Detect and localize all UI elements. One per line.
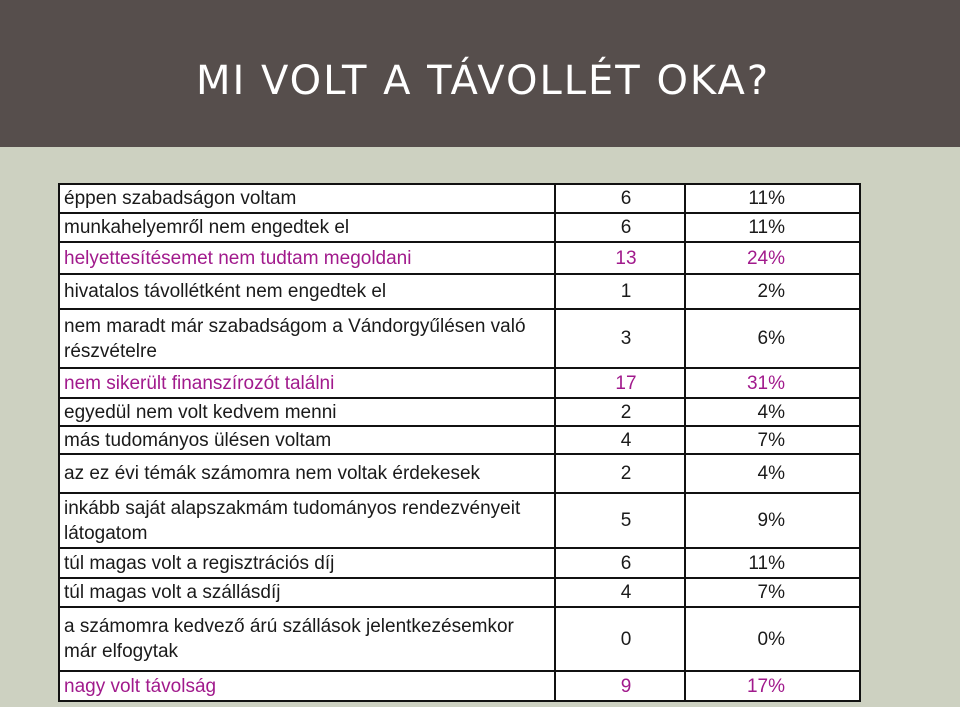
table-row [59,607,860,671]
percent-cell: 4% [685,454,860,493]
percent-cell: 17% [685,671,860,701]
reason-cell: hivatalos távollétként nem engedtek el [59,274,555,309]
table-row [59,671,860,701]
reason-cell: éppen szabadságon voltam [59,184,555,213]
reason-cell: nem maradt már szabadságom a Vándorgyűlésen való részvételre [59,309,555,368]
count-cell: 3 [555,309,685,368]
percent-cell: 11% [685,548,860,578]
percent-cell: 11% [685,184,860,213]
table-row [59,454,860,493]
count-cell: 9 [555,671,685,701]
table-row [59,426,860,454]
table-row [59,493,860,548]
percent-cell: 31% [685,368,860,398]
count-cell: 13 [555,242,685,274]
count-cell: 6 [555,213,685,242]
table-row [59,213,860,242]
count-cell: 0 [555,607,685,671]
count-cell: 2 [555,398,685,426]
table-row [59,184,860,213]
table-row [59,274,860,309]
table-row [59,368,860,398]
page-title: MI VOLT A TÁVOLLÉT OKA? [196,58,771,104]
reason-cell: nagy volt távolság [59,671,555,701]
reason-cell: a számomra kedvező árú szállások jelentkezésemkor már elfogytak [59,607,555,671]
percent-cell: 4% [685,398,860,426]
count-cell: 4 [555,426,685,454]
count-cell: 17 [555,368,685,398]
count-cell: 6 [555,184,685,213]
percent-cell: 7% [685,578,860,607]
reason-cell: túl magas volt a szállásdíj [59,578,555,607]
count-cell: 5 [555,493,685,548]
percent-cell: 0% [685,607,860,671]
reason-cell: munkahelyemről nem engedtek el [59,213,555,242]
table-row [59,309,860,368]
count-cell: 4 [555,578,685,607]
reason-cell: nem sikerült finanszírozót találni [59,368,555,398]
percent-cell: 24% [685,242,860,274]
reason-cell: az ez évi témák számomra nem voltak érdekesek [59,454,555,493]
reason-cell: túl magas volt a regisztrációs díj [59,548,555,578]
table-row [59,398,860,426]
table-row [59,242,860,274]
reason-cell: más tudományos ülésen voltam [59,426,555,454]
percent-cell: 7% [685,426,860,454]
count-cell: 6 [555,548,685,578]
table-row [59,578,860,607]
reason-cell: helyettesítésemet nem tudtam megoldani [59,242,555,274]
percent-cell: 2% [685,274,860,309]
count-cell: 1 [555,274,685,309]
table-row [59,548,860,578]
reason-cell: egyedül nem volt kedvem menni [59,398,555,426]
percent-cell: 9% [685,493,860,548]
title-bar [0,0,960,147]
reasons-table [58,183,861,702]
reason-cell: inkább saját alapszakmám tudományos rendezvényeit látogatom [59,493,555,548]
percent-cell: 11% [685,213,860,242]
percent-cell: 6% [685,309,860,368]
count-cell: 2 [555,454,685,493]
